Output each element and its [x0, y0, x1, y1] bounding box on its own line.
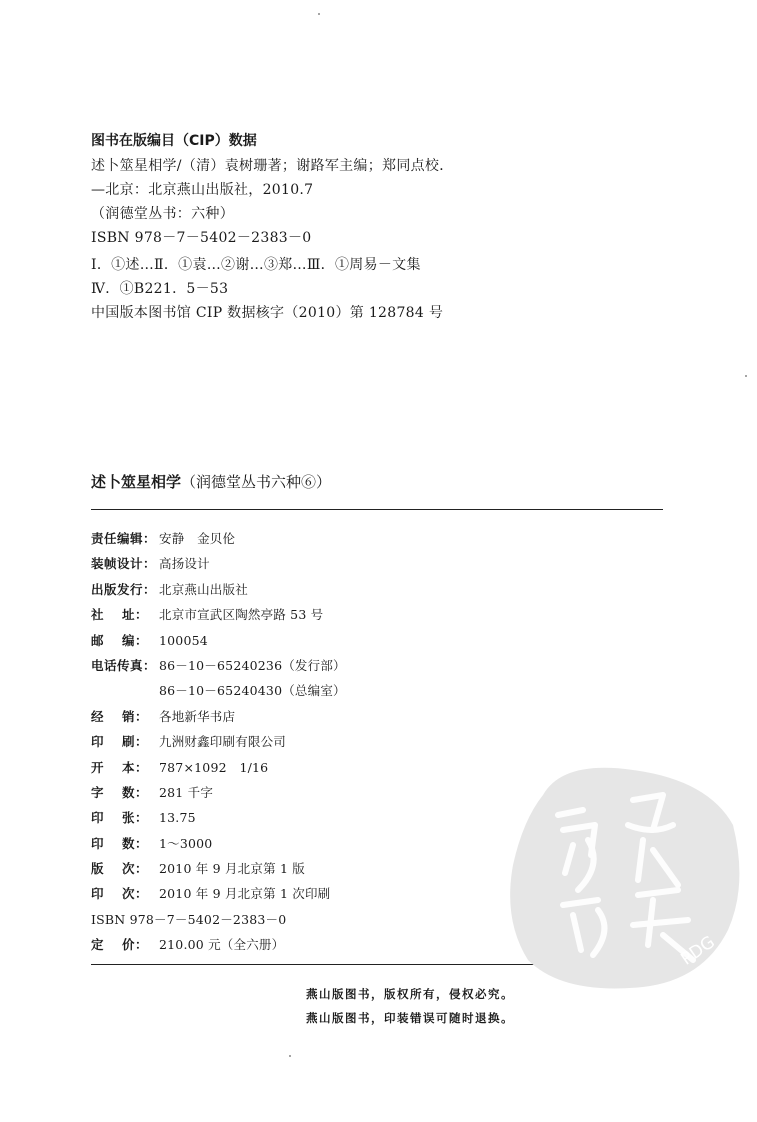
row-phone [91, 653, 651, 678]
address-label [91, 602, 148, 627]
phone-label: 电话传真： [91, 657, 157, 673]
postcode-label-colon: 编： [121, 632, 148, 648]
format-label-colon: 本： [121, 759, 148, 775]
words-label-colon: 数： [121, 784, 148, 800]
printing-value: 2010 年 9 月北京第 1 次印刷 [159, 886, 331, 902]
words-label-char: 字 [91, 784, 105, 800]
divider-top [91, 509, 663, 510]
scan-speck [745, 375, 747, 377]
watermark-seal-icon [503, 755, 748, 995]
cip-line-publisher: —北京：北京燕山出版社，2010.7 [91, 182, 314, 198]
distributor-value: 各地新华书店 [159, 708, 236, 724]
format-label [91, 755, 148, 780]
copies-label-char: 印 [91, 835, 105, 851]
sheets-label [91, 805, 148, 830]
edition-label [91, 856, 148, 881]
cip-line-isbn: ISBN 978－7－5402－2383－0 [91, 230, 312, 246]
format-value: 787×1092 1/16 [159, 759, 269, 775]
copies-label [91, 831, 148, 856]
printing-label [91, 881, 148, 906]
address-label-colon: 址： [121, 607, 148, 623]
watermark-label: PDG [677, 932, 719, 970]
cip-block [91, 128, 691, 325]
postcode-value: 100054 [159, 632, 208, 648]
scan-speck [318, 13, 320, 15]
edition-value: 2010 年 9 月北京第 1 版 [159, 861, 305, 877]
printing-label-colon: 次： [121, 886, 148, 902]
address-value: 北京市宣武区陶然亭路 53 号 [159, 607, 324, 623]
publisher-value: 北京燕山出版社 [159, 581, 248, 597]
price-label [91, 932, 148, 957]
format-label-char: 开 [91, 759, 105, 775]
editors-value: 安静 金贝伦 [159, 531, 236, 546]
book-title: 述卜筮星相学 [91, 473, 182, 491]
sheets-label-colon: 张： [121, 810, 148, 826]
price-label-colon: 价： [121, 937, 148, 953]
postcode-label [91, 628, 148, 653]
price-label-char: 定 [91, 937, 105, 953]
phone-value-1: 86－10－65240236（发行部） [159, 657, 346, 673]
sheets-value: 13.75 [159, 810, 196, 826]
cip-line-record-number: 中国版本图书馆 CIP 数据核字（2010）第 128784 号 [91, 305, 444, 321]
cip-line-classification: Ⅳ．①B221．5－53 [91, 281, 229, 297]
row-distributor [91, 704, 651, 729]
printer-label-colon: 刷： [121, 734, 148, 750]
scan-speck [289, 1055, 291, 1057]
book-title-line [91, 470, 331, 494]
words-value: 281 千字 [159, 784, 214, 800]
printer-value: 九洲财鑫印刷有限公司 [159, 734, 287, 750]
cip-line-series: （润德堂丛书：六种） [91, 206, 234, 222]
copyright-notice: 燕山版图书，版权所有，侵权必究。 [306, 987, 514, 1001]
printing-label-char: 印 [91, 886, 105, 902]
row-design [91, 551, 651, 576]
row-address [91, 602, 651, 627]
row-printer [91, 729, 651, 754]
replacement-notice: 燕山版图书，印装错误可随时退换。 [306, 1011, 514, 1025]
cip-line-title-author: 述卜筮星相学/（清）袁树珊著；谢路军主编；郑同点校． [91, 158, 454, 174]
printer-label [91, 729, 148, 754]
distributor-label [91, 704, 148, 729]
publisher-label: 出版发行： [91, 581, 157, 597]
price-value: 210.00 元（全六册） [159, 937, 285, 953]
cip-title: 图书在版编目（CIP）数据 [91, 133, 257, 149]
phone-value-2: 86－10－65240430（总编室） [159, 683, 346, 699]
design-value: 高扬设计 [159, 556, 210, 572]
postcode-label-char: 邮 [91, 632, 105, 648]
sheets-label-char: 印 [91, 810, 105, 826]
isbn-value: ISBN 978－7－5402－2383－0 [91, 911, 287, 927]
cip-line-subjects: Ⅰ．①述…Ⅱ．①袁…②谢…③郑…Ⅲ．①周易－文集 [91, 257, 421, 273]
distributor-label-colon: 销： [121, 708, 148, 724]
address-label-char: 社 [91, 607, 105, 623]
row-publisher [91, 577, 651, 602]
copies-label-colon: 数： [121, 835, 148, 851]
row-postcode [91, 628, 651, 653]
editors-label: 责任编辑： [91, 531, 157, 546]
words-label [91, 780, 148, 805]
design-label: 装帧设计： [91, 556, 157, 572]
edition-label-char: 版 [91, 861, 105, 877]
copies-value: 1～3000 [159, 835, 213, 851]
printer-label-char: 印 [91, 734, 105, 750]
row-phone-2 [91, 678, 651, 703]
edition-label-colon: 次： [121, 861, 148, 877]
distributor-label-char: 经 [91, 708, 105, 724]
book-series: （润德堂丛书六种⑥） [181, 473, 332, 491]
row-editors [91, 526, 651, 551]
